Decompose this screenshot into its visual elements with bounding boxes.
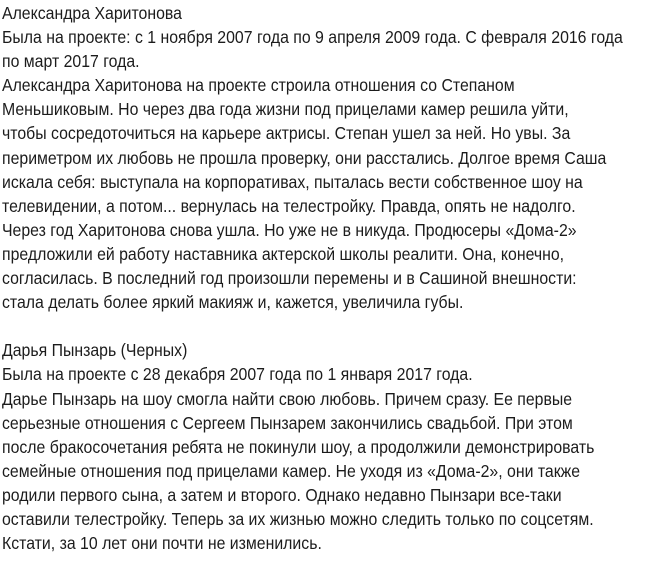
paragraph-line: после бракосочетания ребята не покинули шоу, а продолжили демонстрировать xyxy=(2,436,595,457)
paragraph-line: Александра Харитонова на проекте строила отношения со Степаном xyxy=(2,75,515,96)
paragraph-line: Дарье Пынзарь на шоу смогла найти свою любовь. Причем сразу. Ее первые xyxy=(2,388,573,409)
paragraph-line: искала себя: выступала на корпоративах, пыталась вести собственное шоу на xyxy=(2,171,583,192)
paragraph-line: Меньшиковым. Но через два года жизни под прицелами камер решила уйти, xyxy=(2,99,569,120)
period-text: по март 2017 года. xyxy=(2,51,140,72)
period-text: Была на проекте: с 1 ноября 2007 года по 9 апреля 2009 года. С февраля 2016 года xyxy=(2,27,623,48)
article-body xyxy=(2,1,670,555)
paragraph-line: периметром их любовь не прошла проверку, они расстались. Долгое время Саша xyxy=(2,147,607,168)
period-text: Была на проекте с 28 декабря 2007 года по 1 января 2017 года. xyxy=(2,364,473,385)
paragraph-line: оставили телестройку. Теперь за их жизнью можно следить только по соцсетям. xyxy=(2,508,594,529)
section-spacer xyxy=(2,314,670,338)
paragraph-line: серьезные отношения с Сергеем Пынзарем закончились свадьбой. При этом xyxy=(2,412,573,433)
paragraph-line: Кстати, за 10 лет они почти не изменились. xyxy=(2,533,322,554)
paragraph-line: предложили ей работу наставника актерской школы реалити. Она, конечно, xyxy=(2,243,565,264)
paragraph-line: телевидении, а потом... вернулась на телестройку. Правда, опять не надолго. xyxy=(2,195,576,216)
section-pynzar xyxy=(2,338,670,555)
section-kharitonova xyxy=(2,1,670,314)
section-heading: Дарья Пынзарь (Черных) xyxy=(2,340,188,361)
paragraph-line: чтобы сосредоточиться на карьере актрисы. Степан ушел за ней. Но увы. За xyxy=(2,123,571,144)
paragraph-line: стала делать более яркий макияж и, кажется, увеличила губы. xyxy=(2,292,464,313)
paragraph-line: согласилась. В последний год произошли перемены и в Сашиной внешности: xyxy=(2,268,577,289)
paragraph-line: семейные отношения под прицелами камер. Не уходя из «Дома-2», они также xyxy=(2,460,581,481)
section-heading: Александра Харитонова xyxy=(2,3,182,23)
paragraph-line: Через год Харитонова снова ушла. Но уже не в никуда. Продюсеры «Дома-2» xyxy=(2,219,577,240)
paragraph-line: родили первого сына, а затем и второго. Однако недавно Пынзари все-таки xyxy=(2,484,562,505)
